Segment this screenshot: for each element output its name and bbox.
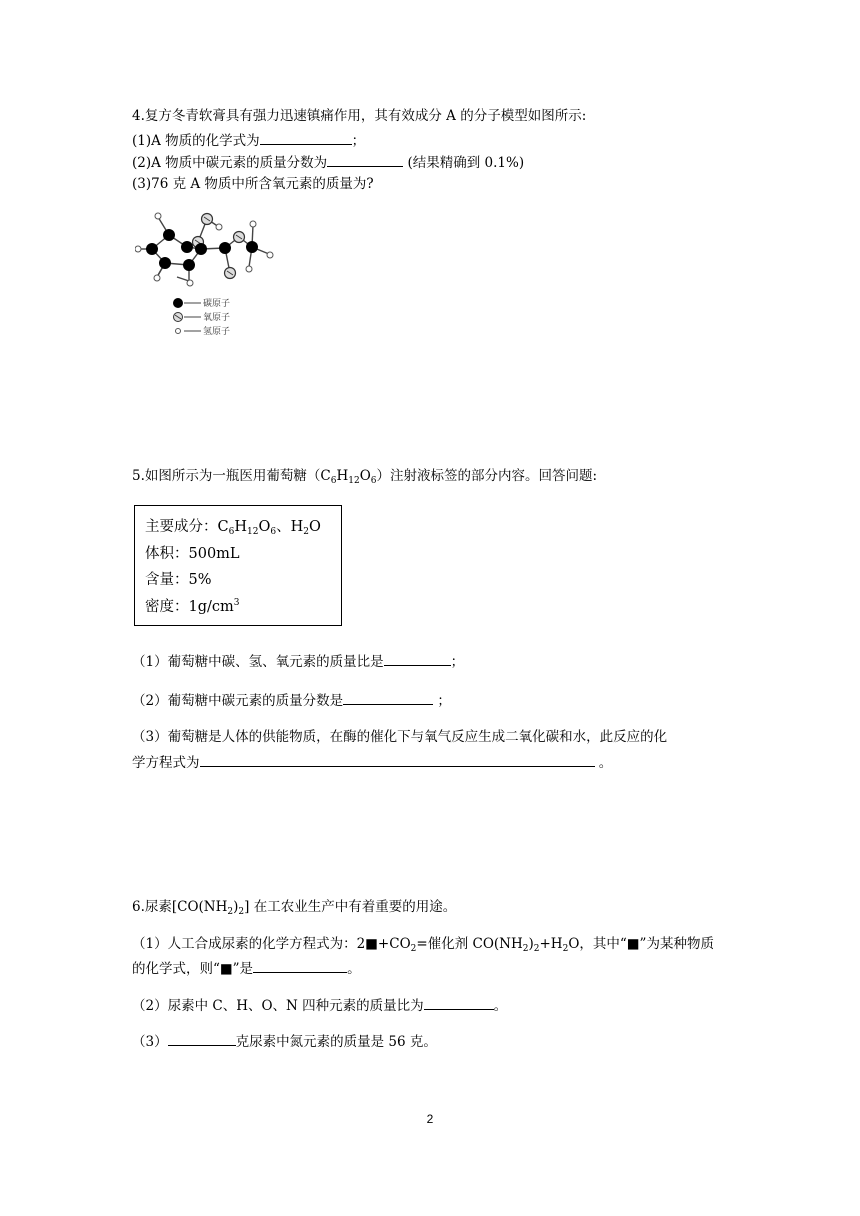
q5-part2: （2）葡萄糖中碳元素的质量分数是 ； xyxy=(132,690,451,711)
q6-part1-blank[interactable] xyxy=(253,958,347,973)
q5-part1: （1）葡萄糖中碳、氢、氧元素的质量比是 ； xyxy=(132,651,464,672)
molecule-model-figure xyxy=(135,207,280,340)
q5-part2-blank[interactable] xyxy=(343,690,433,705)
q4-intro: 4.复方冬青软膏具有强力迅速镇痛作用，其有效成分 A 的分子模型如图所示: xyxy=(132,108,587,124)
q4-part3: (3)76 克 A 物质中所含氧元素的质量为? xyxy=(132,176,374,192)
glucose-label-box xyxy=(134,505,342,626)
q6-part2: （2）尿素中 C、H、O、N 四种元素的质量比为 。 xyxy=(132,995,507,1016)
legend-carbon-icon xyxy=(173,298,183,308)
q6-intro: 6.尿素$[CO(NH_2)_2]$ 在工农业生产中有着重要的用途。 xyxy=(132,899,457,917)
q6-part2-blank[interactable] xyxy=(424,995,494,1010)
label-volume: 体积：500mL xyxy=(145,545,240,562)
legend-carbon-label: 碳原子 xyxy=(203,299,231,309)
label-density: 密度：$1g/cm^3$ xyxy=(145,597,240,615)
molecule-legend xyxy=(173,297,230,337)
q5-intro: 5.如图所示为一瓶医用葡萄糖$(C_6H_{12}O_6)$注射液标签的部分内容。回答问题: xyxy=(132,468,598,486)
q5-part3-blank[interactable] xyxy=(200,752,595,767)
q5-part3-line1: （3）葡萄糖是人体的供能物质，在酶的催化下与氧气反应生成二氧化碳和水，此反应的化 xyxy=(132,729,668,745)
legend-oxygen-label: 氧原子 xyxy=(203,313,231,323)
q6-part3: （3） 克尿素中氮元素的质量是 56 克。 xyxy=(132,1031,437,1052)
label-ingredients: 主要成分：$C_6H_{12}O_6$、$H_2O$ xyxy=(145,519,321,537)
q5-part3-line2: 学方程式为 。 xyxy=(132,752,612,773)
q6-part1-line2: 的化学式，则“■”是 。 xyxy=(132,958,361,979)
legend-hydrogen-icon xyxy=(176,329,181,334)
page-number: 2 xyxy=(426,1112,434,1126)
q4-part2: (2)A 物质中碳元素的质量分数为 (结果精确到 0.1%) xyxy=(132,152,524,173)
q4-part2-blank[interactable] xyxy=(327,152,403,167)
q5-part1-blank[interactable] xyxy=(384,651,451,666)
label-content: 含量：5% xyxy=(145,572,212,588)
q4-part1: (1)A 物质的化学式为 ； xyxy=(132,130,365,151)
q6-part1-line1: （1）人工合成尿素的化学方程式为：$2■+CO_2=$催化剂 $CO(NH_2)_2+H_2O$，其中“■”为某种物质 xyxy=(132,936,714,954)
q6-part3-blank[interactable] xyxy=(168,1031,236,1046)
q4-part1-blank[interactable] xyxy=(260,130,352,145)
legend-hydrogen-label: 氢原子 xyxy=(203,327,231,337)
